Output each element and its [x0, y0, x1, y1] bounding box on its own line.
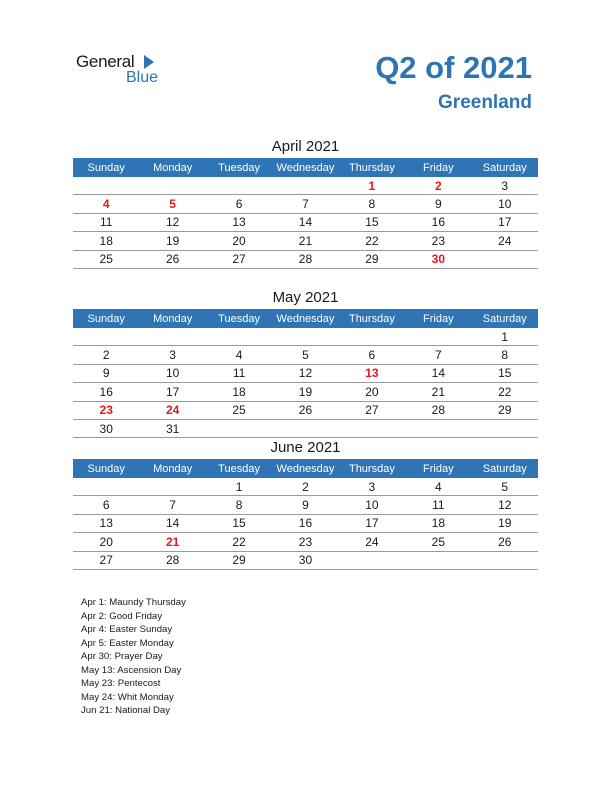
empty-day-cell — [73, 478, 139, 496]
day-cell: 26 — [139, 250, 205, 268]
day-cell: 20 — [339, 383, 405, 401]
month-may — [73, 287, 538, 438]
day-cell: 9 — [405, 195, 471, 213]
day-cell: 10 — [472, 195, 538, 213]
day-cell: 17 — [472, 213, 538, 231]
day-cell: 9 — [272, 496, 338, 514]
weekday-header: Friday — [405, 309, 471, 328]
week-row — [73, 177, 538, 195]
day-cell: 8 — [206, 496, 272, 514]
holiday-list — [81, 596, 186, 718]
day-cell: 1 — [472, 328, 538, 346]
day-cell: 29 — [472, 401, 538, 419]
day-cell: 19 — [272, 383, 338, 401]
day-cell: 20 — [73, 533, 139, 551]
empty-day-cell — [206, 177, 272, 195]
day-cell: 6 — [73, 496, 139, 514]
empty-day-cell — [73, 177, 139, 195]
day-cell: 3 — [339, 478, 405, 496]
holiday-day-cell: 4 — [73, 195, 139, 213]
empty-day-cell — [472, 250, 538, 268]
country-name: Greenland — [438, 92, 532, 113]
weekday-header: Thursday — [339, 459, 405, 478]
day-cell: 12 — [139, 213, 205, 231]
day-cell: 21 — [272, 232, 338, 250]
empty-day-cell — [272, 177, 338, 195]
day-cell: 26 — [272, 401, 338, 419]
weekday-header: Friday — [405, 459, 471, 478]
day-cell: 18 — [206, 383, 272, 401]
week-row — [73, 533, 538, 551]
holiday-day-cell: 1 — [339, 177, 405, 195]
month-title: April 2021 — [271, 138, 340, 155]
week-row — [73, 346, 538, 364]
weekday-header-row — [73, 459, 538, 478]
empty-day-cell — [272, 419, 338, 437]
holiday-day-cell: 13 — [339, 364, 405, 382]
weekday-header: Sunday — [73, 158, 139, 177]
day-cell: 14 — [272, 213, 338, 231]
day-cell: 14 — [139, 514, 205, 532]
weekday-header: Tuesday — [206, 158, 272, 177]
day-cell: 3 — [472, 177, 538, 195]
holiday-item: May 13: Ascension Day — [81, 664, 182, 676]
empty-day-cell — [206, 328, 272, 346]
day-cell: 22 — [339, 232, 405, 250]
day-cell: 9 — [73, 364, 139, 382]
holiday-day-cell: 21 — [139, 533, 205, 551]
day-cell: 27 — [73, 551, 139, 569]
day-cell: 4 — [206, 346, 272, 364]
empty-day-cell — [405, 551, 471, 569]
weekday-header: Thursday — [339, 158, 405, 177]
day-cell: 11 — [73, 213, 139, 231]
day-cell: 28 — [139, 551, 205, 569]
holiday-item: Jun 21: National Day — [81, 705, 171, 716]
weekday-header: Monday — [139, 309, 205, 328]
day-cell: 24 — [472, 232, 538, 250]
day-cell: 19 — [472, 514, 538, 532]
holiday-day-cell: 30 — [405, 250, 471, 268]
weekday-header: Saturday — [472, 459, 538, 478]
day-cell: 5 — [472, 478, 538, 496]
day-cell: 7 — [405, 346, 471, 364]
day-cell: 29 — [206, 551, 272, 569]
day-cell: 16 — [272, 514, 338, 532]
day-cell: 18 — [405, 514, 471, 532]
day-cell: 6 — [339, 346, 405, 364]
week-row — [73, 364, 538, 382]
logo-general-text: General — [76, 52, 135, 71]
week-row — [73, 328, 538, 346]
week-row — [73, 383, 538, 401]
weekday-header: Wednesday — [272, 309, 338, 328]
weekday-header: Tuesday — [206, 459, 272, 478]
empty-day-cell — [405, 328, 471, 346]
day-cell: 17 — [339, 514, 405, 532]
month-title: May 2021 — [272, 289, 339, 306]
day-cell: 16 — [73, 383, 139, 401]
holiday-day-cell: 23 — [73, 401, 139, 419]
holiday-item: May 24: Whit Monday — [81, 691, 174, 703]
empty-day-cell — [139, 328, 205, 346]
day-cell: 24 — [339, 533, 405, 551]
day-cell: 12 — [472, 496, 538, 514]
day-cell: 5 — [272, 346, 338, 364]
weekday-header: Thursday — [339, 309, 405, 328]
empty-day-cell — [272, 328, 338, 346]
day-cell: 12 — [272, 364, 338, 382]
day-cell: 14 — [405, 364, 471, 382]
week-row — [73, 496, 538, 514]
empty-day-cell — [339, 328, 405, 346]
day-cell: 30 — [73, 419, 139, 437]
day-cell: 25 — [73, 250, 139, 268]
day-cell: 20 — [206, 232, 272, 250]
day-cell: 18 — [73, 232, 139, 250]
day-cell: 25 — [405, 533, 471, 551]
day-cell: 27 — [206, 250, 272, 268]
holiday-item: Apr 30: Prayer Day — [81, 651, 163, 662]
day-cell: 15 — [339, 213, 405, 231]
weekday-header: Saturday — [472, 158, 538, 177]
day-cell: 27 — [339, 401, 405, 419]
day-cell: 4 — [405, 478, 471, 496]
day-cell: 3 — [139, 346, 205, 364]
week-row — [73, 478, 538, 496]
day-cell: 11 — [405, 496, 471, 514]
logo — [76, 52, 176, 88]
calendar-table — [73, 459, 538, 570]
empty-day-cell — [339, 551, 405, 569]
holiday-item: Apr 4: Easter Sunday — [81, 624, 173, 635]
holiday-day-cell: 2 — [405, 177, 471, 195]
day-cell: 30 — [272, 551, 338, 569]
month-april — [73, 136, 538, 269]
week-row — [73, 419, 538, 437]
weekday-header-row — [73, 309, 538, 328]
holiday-day-cell: 24 — [139, 401, 205, 419]
empty-day-cell — [472, 419, 538, 437]
weekday-header: Monday — [139, 459, 205, 478]
day-cell: 15 — [472, 364, 538, 382]
day-cell: 19 — [139, 232, 205, 250]
week-row — [73, 250, 538, 268]
empty-day-cell — [206, 419, 272, 437]
day-cell: 7 — [272, 195, 338, 213]
day-cell: 29 — [339, 250, 405, 268]
day-cell: 10 — [139, 364, 205, 382]
weekday-header: Friday — [405, 158, 471, 177]
day-cell: 23 — [272, 533, 338, 551]
weekday-header: Wednesday — [272, 459, 338, 478]
day-cell: 10 — [339, 496, 405, 514]
week-row — [73, 514, 538, 532]
day-cell: 13 — [73, 514, 139, 532]
logo-triangle-icon — [144, 55, 154, 69]
week-row — [73, 401, 538, 419]
holiday-day-cell: 5 — [139, 195, 205, 213]
day-cell: 2 — [73, 346, 139, 364]
day-cell: 31 — [139, 419, 205, 437]
empty-day-cell — [139, 478, 205, 496]
logo-blue-text: Blue — [126, 69, 159, 86]
calendar-table — [73, 158, 538, 269]
day-cell: 28 — [405, 401, 471, 419]
empty-day-cell — [405, 419, 471, 437]
day-cell: 22 — [206, 533, 272, 551]
day-cell: 13 — [206, 213, 272, 231]
day-cell: 21 — [405, 383, 471, 401]
month-title: June 2021 — [270, 439, 341, 456]
week-row — [73, 195, 538, 213]
day-cell: 1 — [206, 478, 272, 496]
day-cell: 6 — [206, 195, 272, 213]
week-row — [73, 551, 538, 569]
day-cell: 25 — [206, 401, 272, 419]
weekday-header-row — [73, 158, 538, 177]
empty-day-cell — [73, 328, 139, 346]
day-cell: 28 — [272, 250, 338, 268]
day-cell: 15 — [206, 514, 272, 532]
empty-day-cell — [339, 419, 405, 437]
empty-day-cell — [472, 551, 538, 569]
day-cell: 23 — [405, 232, 471, 250]
holiday-item: Apr 2: Good Friday — [81, 610, 163, 622]
day-cell: 22 — [472, 383, 538, 401]
weekday-header: Sunday — [73, 309, 139, 328]
day-cell: 16 — [405, 213, 471, 231]
holiday-item: Apr 5: Easter Monday — [81, 637, 174, 649]
week-row — [73, 213, 538, 231]
month-june — [73, 437, 538, 570]
day-cell: 26 — [472, 533, 538, 551]
weekday-header: Monday — [139, 158, 205, 177]
weekday-header: Tuesday — [206, 309, 272, 328]
day-cell: 7 — [139, 496, 205, 514]
holiday-item: Apr 1: Maundy Thursday — [81, 597, 186, 608]
day-cell: 2 — [272, 478, 338, 496]
calendar-table — [73, 309, 538, 438]
page-title: Q2 of 2021 — [375, 50, 532, 85]
day-cell: 8 — [472, 346, 538, 364]
day-cell: 8 — [339, 195, 405, 213]
holiday-item: May 23: Pentecost — [81, 678, 161, 689]
empty-day-cell — [139, 177, 205, 195]
weekday-header: Saturday — [472, 309, 538, 328]
day-cell: 11 — [206, 364, 272, 382]
weekday-header: Sunday — [73, 459, 139, 478]
week-row — [73, 232, 538, 250]
weekday-header: Wednesday — [272, 158, 338, 177]
day-cell: 17 — [139, 383, 205, 401]
